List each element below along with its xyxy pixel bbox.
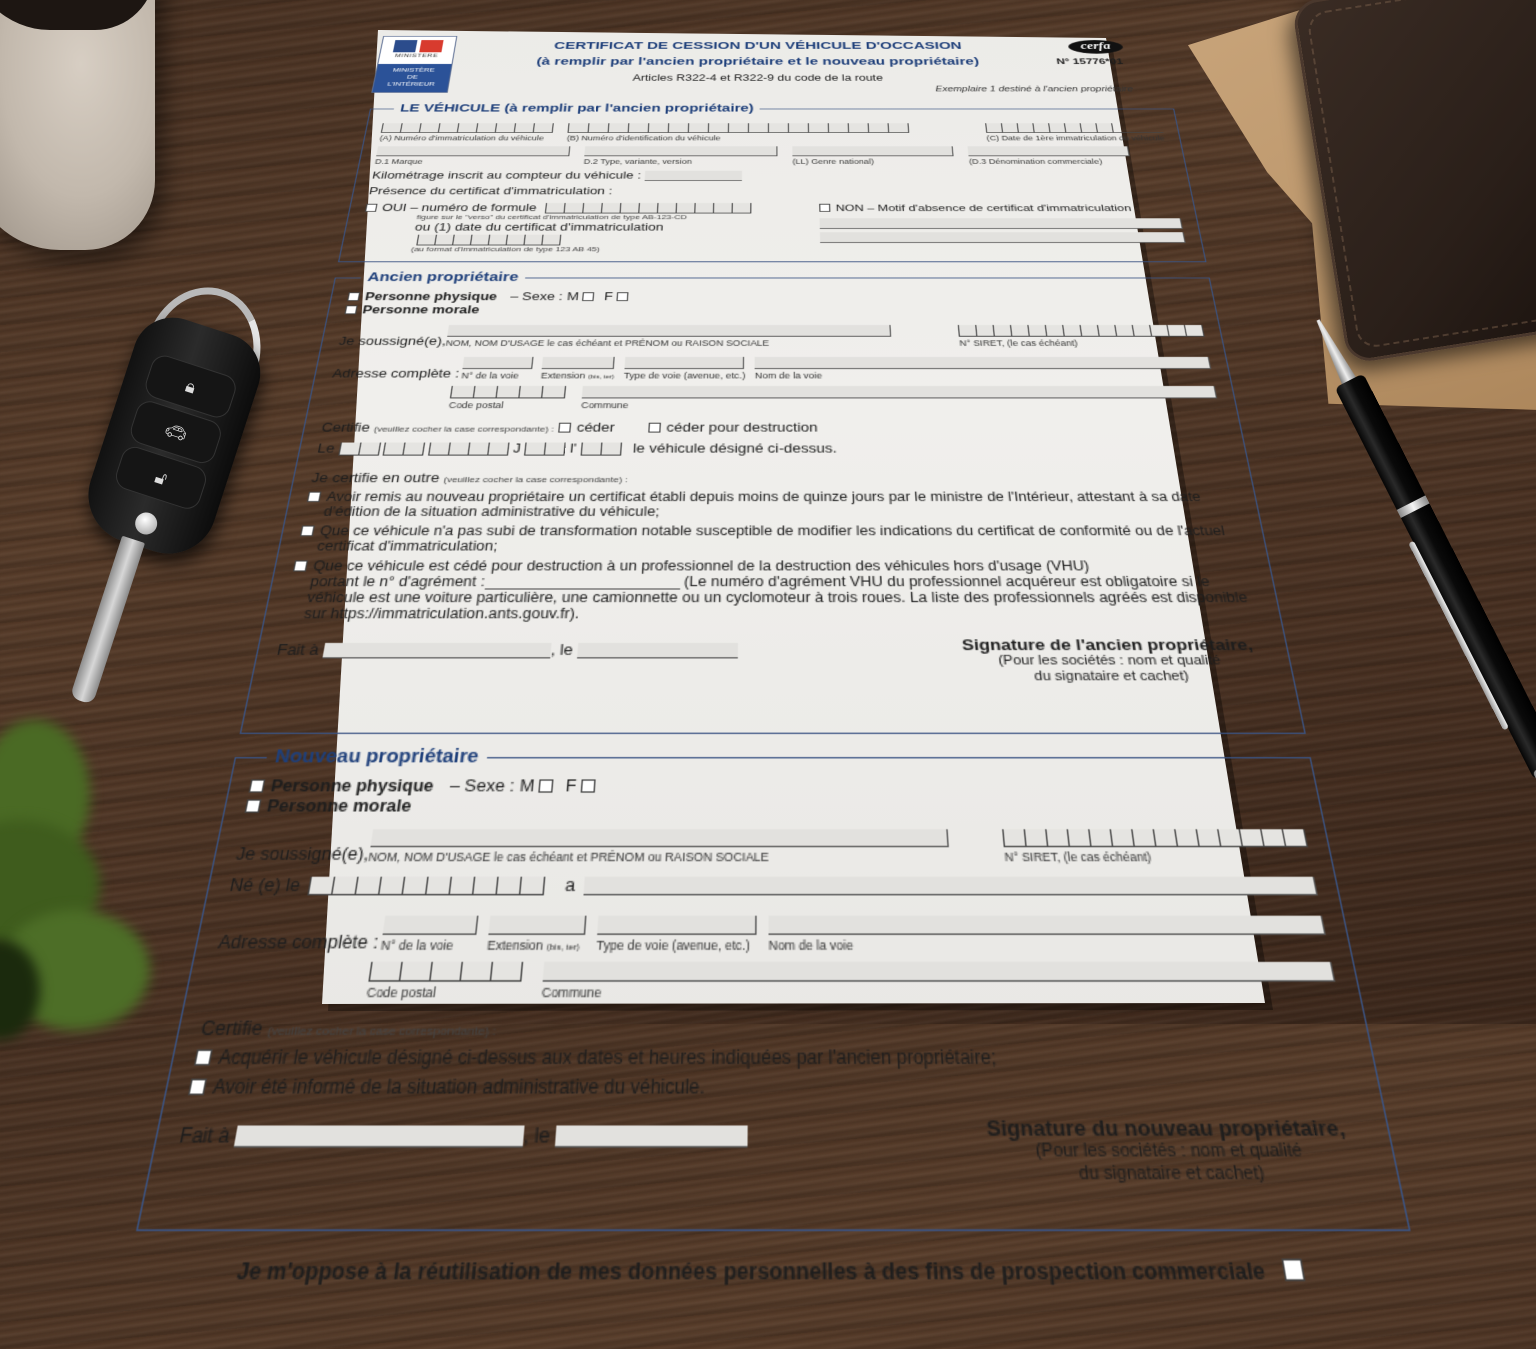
unlock-icon: 🔓︎ — [112, 443, 209, 512]
ancien-nom-note: NOM, NOM D'USAGE le cas échéant et PRÉNOM ou RAISON SOCIALE — [445, 338, 770, 348]
vin-label: (B) Numéro d'identification du véhicule — [566, 134, 721, 142]
ancien-fait-a-label: Fait à — [275, 641, 321, 659]
nouveau-signature-note-1: (Pour les sociétés : nom et qualité — [1034, 1140, 1304, 1162]
cerfa-logo: cerfa — [1067, 40, 1124, 54]
ancien-extension-field[interactable] — [541, 357, 616, 380]
nouveau-code-postal-field[interactable] — [366, 962, 524, 1000]
section-nouveau-title: Nouveau propriétaire — [273, 746, 480, 768]
ancien-type-voie-field[interactable] — [623, 357, 745, 380]
form-articles: Articles R322-4 et R322-9 du code de la route — [632, 73, 884, 83]
first-registration-date-label: (C) Date de 1ère immatriculation du véhicule — [986, 134, 1166, 142]
nouveau-sexe-f-checkbox[interactable] — [581, 779, 596, 792]
ancien-adresse-label: Adresse complète : — [331, 367, 461, 381]
nouveau-no-voie-label: N° de la voie — [380, 937, 455, 953]
nouveau-signature-area[interactable] — [965, 1115, 1376, 1186]
nouveau-type-voie-label: Type de voie (avenue, etc.) — [596, 937, 750, 953]
car-trunk-icon: 🚗︎ — [127, 398, 224, 467]
denomination-commerciale-field[interactable] — [968, 146, 1132, 165]
marque-label: D.1 Marque — [374, 157, 424, 166]
marque-field[interactable] — [374, 146, 570, 165]
nouveau-siret-note: N° SIRET, (le cas échéant) — [1003, 849, 1153, 865]
ancien-extension-label: Extension — [540, 370, 586, 381]
nouveau-nom-voie-field[interactable] — [769, 916, 1330, 953]
opposition-prospection-label: Je m'oppose à la réutilisation de mes données personnelles à des fins de prospection commerciale — [234, 1256, 1268, 1285]
nouveau-adresse-label: Adresse complète : — [216, 931, 380, 953]
nouveau-lieu-naissance-label: a — [564, 875, 576, 896]
nouveau-certifie-note: (veuillez cocher la case correspondante) : — [266, 1023, 497, 1039]
ancien-soussigne-label: Je soussigné(e), — [337, 334, 448, 348]
vhu-label: Que ce véhicule est cédé pour destruction à un professionnel de la destruction des véhicules hors d'usage (VHU) — [311, 558, 1091, 574]
nouveau-check-acquerir-label: Acquérir le véhicule désigné ci-dessus aux dates et heures indiquées par l'ancien propriétaire; — [216, 1046, 998, 1069]
agrement-note: (Le numéro d'agrément VHU du professionnel acquéreur est obligatoire si le véhicule est une voiture particulière, une camionnette ou un cyclomoteur à trois roues. La liste des professionnels agréés est disponible sur https://immatriculation.ants.gouv.fr). — [302, 573, 1249, 622]
ministry-line-1: MINISTÈRE — [392, 66, 436, 74]
ancien-sexe-m-checkbox[interactable] — [583, 292, 595, 301]
nouveau-check-informe[interactable] — [188, 1079, 207, 1096]
nouveau-date-input[interactable] — [555, 1125, 748, 1147]
nouveau-sexe-label: – Sexe : — [448, 776, 516, 796]
cerfa-form — [41, 32, 1510, 1349]
ministry-line-3: L'INTÉRIEUR — [386, 80, 436, 88]
type-variante-field[interactable] — [583, 146, 777, 165]
ancien-sexe-f-checkbox[interactable] — [617, 292, 629, 301]
opposition-prospection-checkbox[interactable] — [1282, 1259, 1306, 1281]
ancien-code-postal-label: Code postal — [448, 400, 505, 411]
date-certificat-field[interactable] — [416, 235, 561, 246]
nouveau-commune-field[interactable] — [541, 962, 1339, 1000]
ceder-destruction-label: céder pour destruction — [666, 420, 818, 435]
ancien-certifie-label: Certifie — [320, 420, 372, 435]
ancien-personne-physique-label: Personne physique — [363, 290, 498, 303]
nouveau-commune-label: Commune — [541, 984, 602, 1001]
oui-checkbox[interactable] — [365, 204, 378, 212]
cession-month-field[interactable] — [383, 443, 426, 456]
ancien-le-label: , le — [550, 641, 574, 659]
certifie-outre-label: Je certifie en outre — [310, 470, 441, 486]
section-nouveau-proprietaire — [136, 747, 1411, 1231]
ancien-extension-note: (bis, ter) — [587, 374, 615, 381]
type-variante-label: D.2 Type, variante, version — [583, 157, 692, 166]
ceder-checkbox[interactable] — [558, 423, 571, 433]
nouveau-nom-note: NOM, NOM D'USAGE le cas échéant et PRÉNOM ou RAISON SOCIALE — [367, 849, 769, 865]
section-vehicule — [338, 103, 1206, 262]
nouveau-type-voie-field[interactable] — [596, 916, 757, 953]
section-ancien-title: Ancien propriétaire — [366, 270, 520, 285]
first-registration-date-field[interactable] — [985, 123, 1165, 142]
ancien-nom-voie-field[interactable] — [755, 357, 1214, 380]
ministry-logo-box — [372, 64, 451, 92]
immatriculation-label: (A) Numéro d'immatriculation du véhicule — [378, 134, 545, 142]
certifie-outre-note: (veuillez cocher la case correspondante) : — [442, 475, 629, 485]
ancien-date-input[interactable] — [577, 643, 738, 659]
cession-year-field[interactable] — [428, 443, 509, 456]
ancien-certifie-note: (veuillez cocher la case correspondante) : — [373, 424, 555, 434]
ancien-sexe-label: – Sexe : — [509, 290, 564, 303]
nouveau-lieu-naissance-field[interactable] — [583, 877, 1318, 896]
agrement-input[interactable] — [484, 575, 680, 590]
ancien-personne-morale-label: Personne morale — [361, 303, 481, 317]
agrement-label: portant le n° d'agrément : — [308, 573, 486, 590]
nouveau-ne-le-label: Né (e) le — [228, 875, 302, 896]
immatriculation-field[interactable] — [379, 123, 554, 142]
nouveau-check-acquerir[interactable] — [194, 1049, 213, 1065]
nouveau-siret-field[interactable] — [1002, 829, 1311, 864]
motif-absence-line-1[interactable] — [820, 218, 1183, 229]
nouveau-personne-morale-checkbox[interactable] — [245, 799, 262, 812]
nouveau-fait-a-input[interactable] — [233, 1125, 524, 1147]
form-subtitle: (à remplir par l'ancien propriétaire et le nouveau propriétaire) — [535, 55, 980, 68]
oui-note: figure sur le "verso" du certificat d'immatriculation de type AB-123-CD — [416, 213, 688, 221]
form-header — [333, 32, 1212, 96]
genre-national-field[interactable] — [792, 146, 954, 165]
ancien-commune-field[interactable] — [581, 386, 1220, 410]
ceder-label: céder — [576, 420, 616, 435]
ancien-check-certificat-situation-label: Avoir remis au nouveau propriétaire un certificat établi depuis moins de quinze jours par le ministre de l'Intérieur, attestant à sa date d'édition de la situation administrative du véhicule; — [322, 489, 1202, 520]
nouveau-nom-voie-label: Nom de la voie — [768, 937, 854, 953]
nouveau-le-label: , le — [522, 1123, 552, 1148]
nouveau-extension-field[interactable] — [487, 916, 587, 953]
ancien-check-pas-transformation-label: Que ce véhicule n'a pas subi de transformation notable susceptible de modifier les indications du certificat de conformité ou de l'actuel certificat d'immatriculation; — [315, 523, 1227, 554]
marianne-flag-icon — [381, 40, 456, 52]
nouveau-extension-note: (bis, ter) — [546, 943, 580, 953]
ancien-personne-morale-checkbox[interactable] — [344, 305, 357, 314]
ancien-siret-note: N° SIRET, (le cas échéant) — [958, 338, 1079, 348]
ancien-code-postal-field[interactable] — [448, 386, 566, 410]
cerfa-number: N° 15776*01 — [1055, 57, 1124, 67]
opposition-prospection-row — [61, 1257, 1489, 1285]
oui-label: OUI – numéro de formule — [381, 202, 538, 214]
ancien-check-certificat-situation[interactable] — [307, 492, 322, 502]
ancien-check-pas-transformation[interactable] — [300, 525, 315, 536]
ancien-fait-a-input[interactable] — [322, 643, 551, 659]
ancien-sexe-m-label: M — [566, 290, 580, 303]
cession-day-field[interactable] — [338, 443, 381, 456]
nouveau-check-informe-label: Avoir été informé de la situation administrative du véhicule. — [211, 1075, 706, 1099]
ancien-signature-note-2: du signataire et cachet) — [1033, 669, 1190, 684]
nouveau-date-naissance-field[interactable] — [307, 877, 545, 896]
date-certificat-note: (au format d'immatriculation de type 123 AB 45) — [410, 245, 601, 253]
nouveau-sexe-m-label: M — [518, 776, 536, 796]
ancien-nom-field[interactable] — [445, 325, 891, 348]
ministry-logo-label: MINISTERE — [394, 53, 439, 59]
date-certificat-label: ou (1) date du certificat d'immatriculation — [413, 221, 664, 234]
ancien-type-voie-label: Type de voie (avenue, etc.) — [623, 370, 746, 381]
section-vehicule-title: LE VÉHICULE (à remplir par l'ancien propriétaire) — [399, 102, 754, 115]
lock-icon: 🔒︎ — [142, 352, 239, 421]
nouveau-fait-a-label: Fait à — [177, 1123, 233, 1148]
numero-formule-field[interactable] — [544, 203, 751, 213]
kilometrage-input[interactable] — [645, 171, 742, 181]
ancien-personne-physique-checkbox[interactable] — [347, 292, 360, 301]
vehicule-designe-label: le véhicule désigné ci-dessus. — [632, 441, 837, 456]
motif-absence-line-2[interactable] — [820, 232, 1186, 243]
presence-certificat-label: Présence du certificat d'immatriculation : — [368, 185, 613, 197]
denomination-commerciale-label: (D.3 Dénomination commerciale) — [968, 157, 1103, 166]
ceder-destruction-checkbox[interactable] — [648, 423, 661, 433]
nouveau-personne-morale-label: Personne morale — [265, 796, 413, 816]
nouveau-soussigne-label: Je soussigné(e), — [234, 844, 371, 865]
non-checkbox[interactable] — [819, 204, 830, 212]
ancien-nom-voie-label: Nom de la voie — [754, 370, 823, 381]
ancien-no-voie-label: N° de la voie — [460, 370, 520, 381]
nouveau-signature-note-2: du signataire et cachet) — [1078, 1163, 1267, 1185]
nouveau-no-voie-field[interactable] — [380, 916, 478, 953]
nouveau-personne-physique-checkbox[interactable] — [249, 779, 266, 792]
nouveau-extension-label: Extension — [486, 937, 544, 953]
nouveau-nom-field[interactable] — [367, 829, 949, 864]
minute-separator: l' — [569, 441, 577, 456]
ancien-signature-note-1: (Pour les sociétés : nom et qualité — [997, 653, 1222, 669]
exemplaire-note: Exemplaire 1 destiné à l'ancien propriétaire — [935, 85, 1134, 94]
nouveau-sexe-f-label: F — [565, 776, 578, 796]
non-label: NON – Motif d'absence de certificat d'immatriculation : — [835, 203, 1140, 214]
ancien-siret-field[interactable] — [958, 325, 1207, 348]
nouveau-code-postal-label: Code postal — [365, 984, 437, 1001]
form-title: CERTIFICAT DE CESSION D'UN VÉHICULE D'OCCASION — [553, 40, 963, 52]
ancien-check-destruction-vhu[interactable] — [293, 560, 308, 571]
kilometrage-label: Kilométrage inscrit au compteur du véhicule : — [371, 170, 642, 181]
nouveau-signature-label: Signature du nouveau propriétaire, — [985, 1115, 1347, 1141]
ancien-commune-label: Commune — [580, 400, 629, 411]
cession-date-label: Le — [316, 441, 336, 456]
ancien-no-voie-field[interactable] — [461, 357, 534, 380]
vin-field[interactable] — [567, 123, 910, 142]
cession-hour-field[interactable] — [524, 443, 566, 456]
nouveau-personne-physique-label: Personne physique — [269, 776, 435, 796]
nouveau-certifie-label: Certifie — [199, 1017, 265, 1040]
ministry-line-2: DE — [406, 73, 419, 81]
ancien-sexe-f-label: F — [603, 290, 614, 303]
nouveau-sexe-m-checkbox[interactable] — [539, 779, 554, 792]
hour-separator: J — [512, 441, 522, 456]
ancien-signature-area[interactable] — [947, 636, 1276, 685]
cession-minute-field[interactable] — [580, 443, 621, 456]
ancien-signature-label: Signature de l'ancien propriétaire, — [961, 635, 1255, 654]
genre-national-label: (LL) Genre national) — [792, 157, 875, 166]
section-ancien-proprietaire — [240, 271, 1306, 734]
ministry-logo — [371, 36, 457, 93]
